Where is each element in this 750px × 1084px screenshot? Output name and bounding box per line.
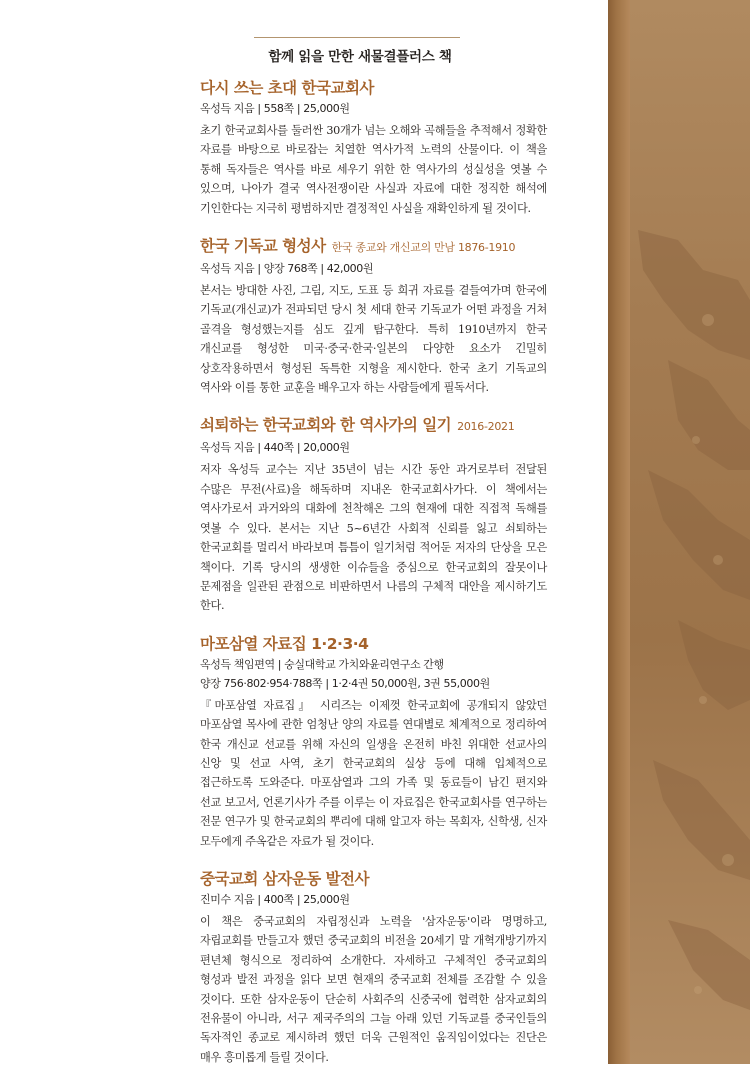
book-entry xyxy=(200,868,547,1067)
book-title: 쇠퇴하는 한국교회와 한 역사가의 일기 xyxy=(200,416,452,435)
section-heading: 함께 읽을 만한 새물결플러스 책 xyxy=(268,49,452,65)
book-title-line xyxy=(200,633,547,655)
heading-rule xyxy=(254,37,460,38)
book-meta: 옥성득 책임편역 | 숭실대학교 가치와윤리연구소 간행 xyxy=(200,657,444,671)
decorative-side-band xyxy=(608,0,750,1064)
book-description: 이 책은 중국교회의 자립정신과 노력을 '삼자운동'이라 명명하고, 자립교회를 만들고자 했던 중국교회의 비전을 20세기 말 개혁개방기까지 편년체 형식으로 정리하여 소개한다. 자세하고 구체적인 중국교회의 형성과 발전 과정을 읽다 보면 현재의 중국교회 전체를 조감할 수 있을 것이다. 또한 삼자운동이 단순히 사회주의 신중국에 협력한 삼자교회의 전유물이 아니라, 서구 제국주의의 그늘 아래 있던 기독교를 중국인들의 독자적인 종교로 제시하려 했던 더욱 근원적인 움직임이었다는 진단은 매우 흥미롭게 들릴 것이다. xyxy=(200,914,547,1064)
book-subtitle: 한국 종교와 개신교의 만남 1876-1910 xyxy=(331,241,516,255)
book-title: 마포삼열 자료집 1·2·3·4 xyxy=(200,634,369,653)
book-title-line xyxy=(200,235,547,259)
book-meta: 옥성득 지음 | 양장 768쪽 | 42,000원 xyxy=(200,262,374,276)
old-map-texture xyxy=(608,0,750,1064)
book-title: 중국교회 삼자운동 발전사 xyxy=(200,869,369,888)
book-description: 저자 옥성득 교수는 지난 35년이 넘는 시간 동안 과거로부터 전달된 수많은 무전(사료)을 해독하며 지내온 한국교회사가다. 이 책에서는 역사가로서 과거와의 대화에 천착해온 그의 현재에 대한 직접적 독해를 엿볼 수 있다. 본서는 지난 5~6년간 사회적 신뢰를 잃고 쇠퇴하는 한국교회를 멀리서 바라보며 틈틈이 일기처럼 적어둔 저자의 단상을 모은 책이다. 기록 당시의 생생한 이슈들을 중심으로 한국교회의 잘못이나 문제점을 일관된 관점으로 비판하면서 나름의 구체적 대안을 제시하기도 한다. xyxy=(200,463,547,613)
book-title-line xyxy=(200,414,547,438)
book-meta: 진미수 지음 | 400쪽 | 25,000원 xyxy=(200,892,350,906)
book-meta: 옥성득 지음 | 440쪽 | 20,000원 xyxy=(200,441,350,455)
book-title-line xyxy=(200,868,547,890)
book-description: 본서는 방대한 사진, 그림, 지도, 도표 등 희귀 자료를 곁들여가며 한국에 기독교(개신교)가 전파되던 당시 첫 세대 한국 기독교가 어떤 과정을 거쳐 골격을 형성했는지를 심도 깊게 탐구한다. 특히 1910년까지 한국 개신교를 형성한 미국·중국·한국·일본의 다양한 요소가 긴밀히 상호작용하면서 형성된 독특한 지형을 제시한다. 한국 초기 기독교의 역사와 이를 통한 교훈을 배우고자 하는 사람들에게 필독서다. xyxy=(200,284,547,395)
book-entry xyxy=(200,414,547,615)
book-list xyxy=(200,77,547,1084)
book-entry xyxy=(200,633,547,851)
book-title-line xyxy=(200,77,547,99)
book-entry xyxy=(200,235,547,397)
book-title: 다시 쓰는 초대 한국교회사 xyxy=(200,79,374,97)
book-meta: 옥성득 지음 | 558쪽 | 25,000원 xyxy=(200,102,350,115)
book-description: 『마포삼열 자료집』 시리즈는 이제껏 한국교회에 공개되지 않았던 마포삼열 목사에 관한 엄청난 양의 자료를 연대별로 체계적으로 정리하여 한국 개신교 선교를 위해 자신의 일생을 온전히 바친 위대한 선교사의 신앙 및 선교 사역, 초기 한국교회의 실상 등에 대해 입체적으로 접근하도록 도와준다. 마포삼열과 그의 가족 및 동료들이 남긴 편지와 선교 보고서, 언론기사가 주를 이루는 이 자료집은 한국교회사를 연구하는 전문 연구가 및 한국교회의 뿌리에 대해 알고자 하는 목회자, 신학생, 신자 모두에게 주옥같은 자료가 될 것이다. xyxy=(200,698,547,848)
book-subtitle: 2016-2021 xyxy=(457,420,515,434)
book-entry xyxy=(200,77,547,218)
book-meta: 양장 756·802·954·788쪽 | 1·2·4권 50,000원, 3권 55,000원 xyxy=(200,676,490,690)
book-title: 한국 기독교 형성사 xyxy=(200,237,326,256)
book-description: 초기 한국교회사를 둘러싼 30개가 넘는 오해와 곡해들을 추적해서 정확한 자료를 바탕으로 바로잡는 치열한 역사가적 노력의 산물이다. 이 책을 통해 독자들은 역사를 바로 세우기 위한 한 역사가의 성실성을 엿볼 수 있으며, 나아가 결국 역사전쟁이란 사실과 자료에 대한 정직한 해석에 기인한다는 지극히 평범하지만 결정적인 사실을 재확인하게 될 것이다. xyxy=(200,124,547,215)
